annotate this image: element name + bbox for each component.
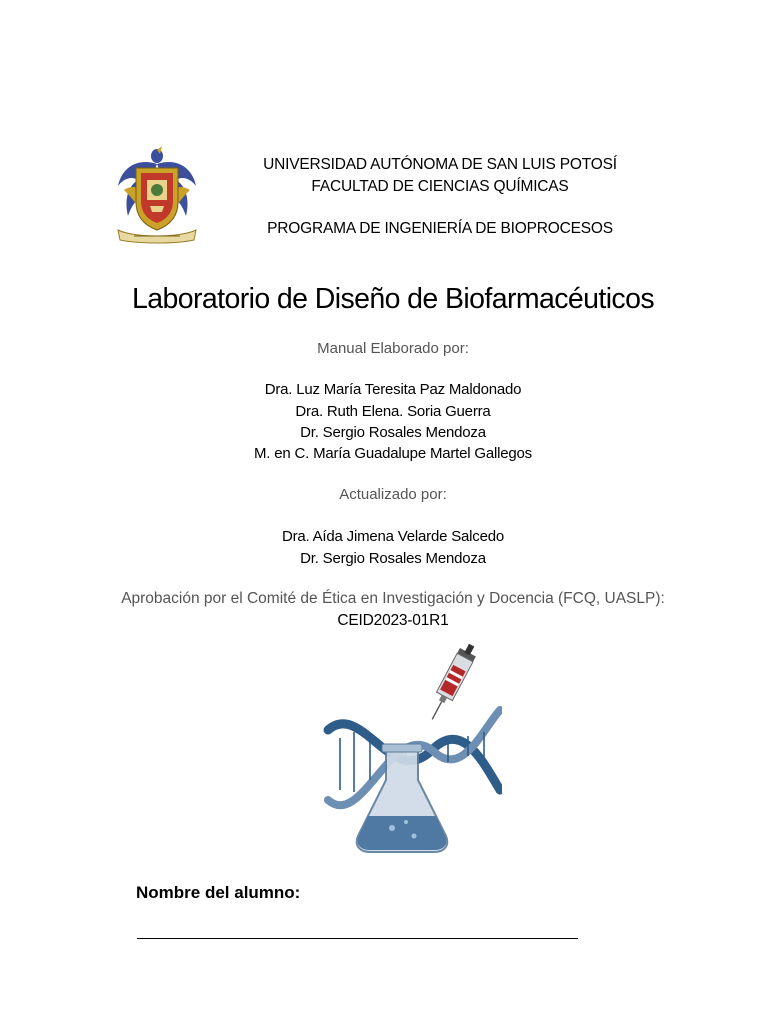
faculty-name: FACULTAD DE CIENCIAS QUÍMICAS — [311, 178, 569, 195]
university-name: UNIVERSIDAD AUTÓNOMA DE SAN LUIS POTOSÍ — [263, 156, 617, 173]
approval-code: CEID2023-01R1 — [337, 612, 449, 629]
author-name: M. en C. María Guadalupe Martel Gallegos — [254, 445, 532, 462]
university-crest-icon — [114, 146, 200, 244]
approval-label: Aprobación por el Comité de Ética en Investigación y Docencia (FCQ, UASLP): — [121, 590, 665, 607]
author-name: Dra. Luz María Teresita Paz Maldonado — [264, 381, 522, 398]
student-name-line[interactable] — [137, 938, 578, 939]
document-title: Laboratorio de Diseño de Biofarmacéuticos — [132, 283, 654, 315]
program-name: PROGRAMA DE INGENIERÍA DE BIOPROCESOS — [267, 220, 613, 237]
dna-syringe-flask-icon — [322, 640, 502, 860]
updater-name: Dra. Aída Jimena Velarde Salcedo — [281, 528, 505, 545]
author-name: Dra. Ruth Elena. Soria Guerra — [295, 403, 491, 420]
updater-name: Dr. Sergio Rosales Mendoza — [300, 550, 486, 567]
author-name: Dr. Sergio Rosales Mendoza — [300, 424, 486, 441]
elaborated-by-label: Manual Elaborado por: — [317, 340, 469, 357]
updated-by-label: Actualizado por: — [339, 486, 447, 503]
student-name-label: Nombre del alumno: — [136, 883, 301, 902]
